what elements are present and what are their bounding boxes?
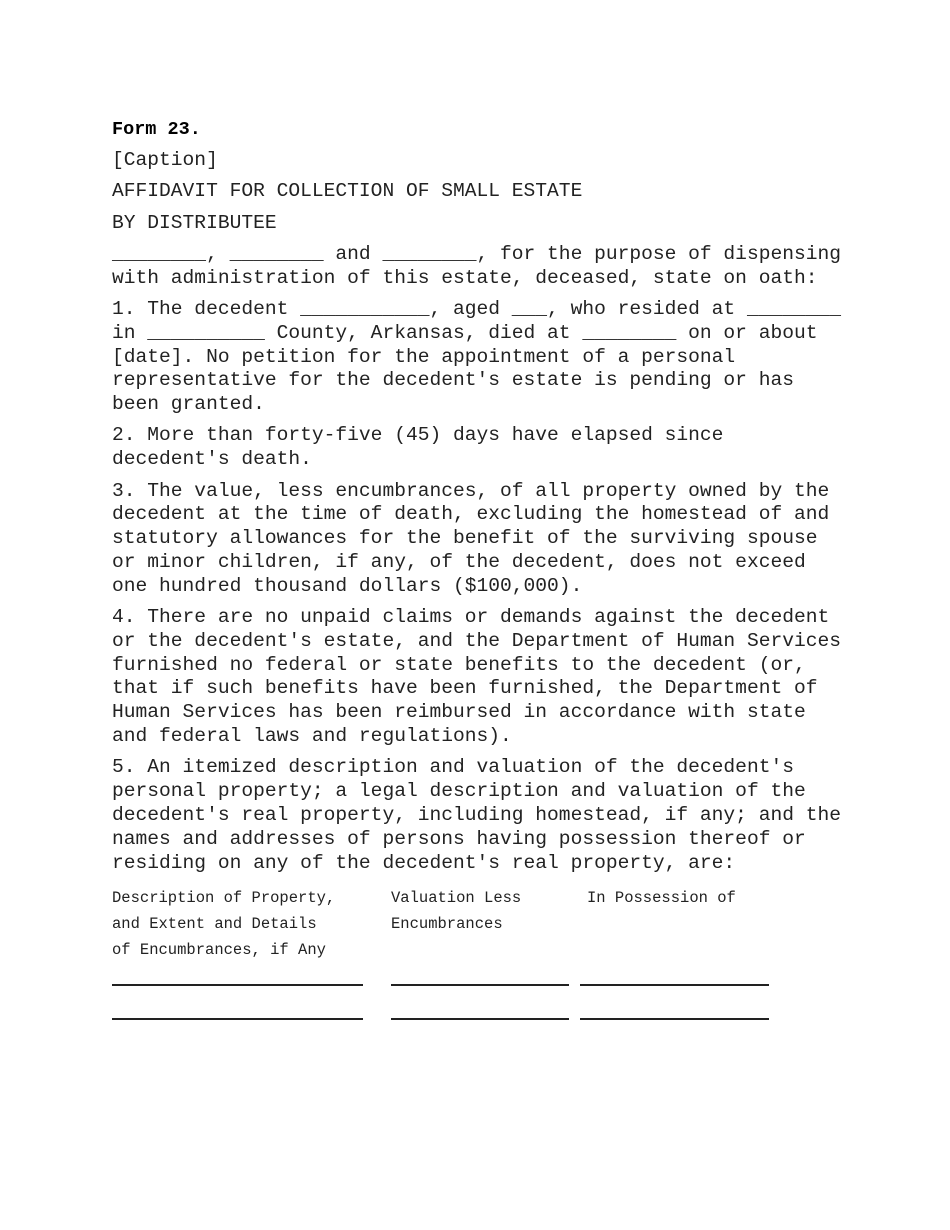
blank-line-description[interactable] bbox=[112, 1018, 363, 1020]
paragraph-2: 2. More than forty-five (45) days have elapsed since decedent's death. bbox=[112, 424, 724, 471]
blank-line-description[interactable] bbox=[112, 984, 363, 986]
column-header-line: Valuation Less bbox=[391, 889, 522, 908]
blank-line-valuation[interactable] bbox=[391, 984, 569, 986]
document-title-line-1: AFFIDAVIT FOR COLLECTION OF SMALL ESTATE bbox=[112, 180, 583, 203]
document-title-line-2: BY DISTRIBUTEE bbox=[112, 211, 277, 234]
blank-line-valuation[interactable] bbox=[391, 1018, 569, 1020]
property-table bbox=[112, 885, 842, 1035]
column-header-description bbox=[112, 885, 335, 963]
paragraph-5: 5. An itemized description and valuation of the decedent's personal property; a legal description and valuation of the decedent's real property, including homestead, if any; and the names and addresses of persons having possession thereof or residing on any of the decedent's real property, are: bbox=[112, 756, 842, 874]
paragraph-1: 1. The decedent ___________, aged ___, who resided at ________ in __________ County, Arkansas, died at ________ on or about [date]. No petition for the appointment of a personal representative for the decedent's estate is pending or has been granted. bbox=[112, 297, 842, 416]
column-header-line: Description of Property, bbox=[112, 889, 336, 908]
blank-line-possession[interactable] bbox=[580, 984, 769, 986]
column-header-valuation bbox=[391, 885, 521, 937]
form-number: Form 23. bbox=[112, 119, 201, 140]
column-header-line: and Extent and Details bbox=[112, 915, 317, 934]
paragraph-3: 3. The value, less encumbrances, of all property owned by the decedent at the time of death, excluding the homestead of and statutory allowances for the benefit of the surviving spouse or minor children, if any, of the decedent, does not exceed one hundred thousand dollars ($100,000). bbox=[112, 479, 830, 597]
column-header-line: In Possession of bbox=[587, 889, 736, 908]
column-header-line: Encumbrances bbox=[391, 915, 503, 934]
caption: [Caption] bbox=[112, 149, 218, 171]
column-header-possession bbox=[587, 885, 736, 911]
paragraph-4: 4. There are no unpaid claims or demands against the decedent or the decedent's estate, and the Department of Human Services furnished no federal or state benefits to the decedent (or, that if such benefits have been furnished, the Department of Human Services has been reimbursed in accordance with state and federal laws and regulations). bbox=[112, 606, 842, 748]
column-header-line: of Encumbrances, if Any bbox=[112, 941, 326, 960]
document-page bbox=[112, 112, 842, 1035]
blank-line-possession[interactable] bbox=[580, 1018, 769, 1020]
blank-row bbox=[112, 984, 772, 986]
intro-paragraph: ________, ________ and ________, for the purpose of dispensing with administration of this estate, deceased, state on oath: bbox=[112, 242, 842, 289]
blank-row bbox=[112, 1018, 772, 1020]
